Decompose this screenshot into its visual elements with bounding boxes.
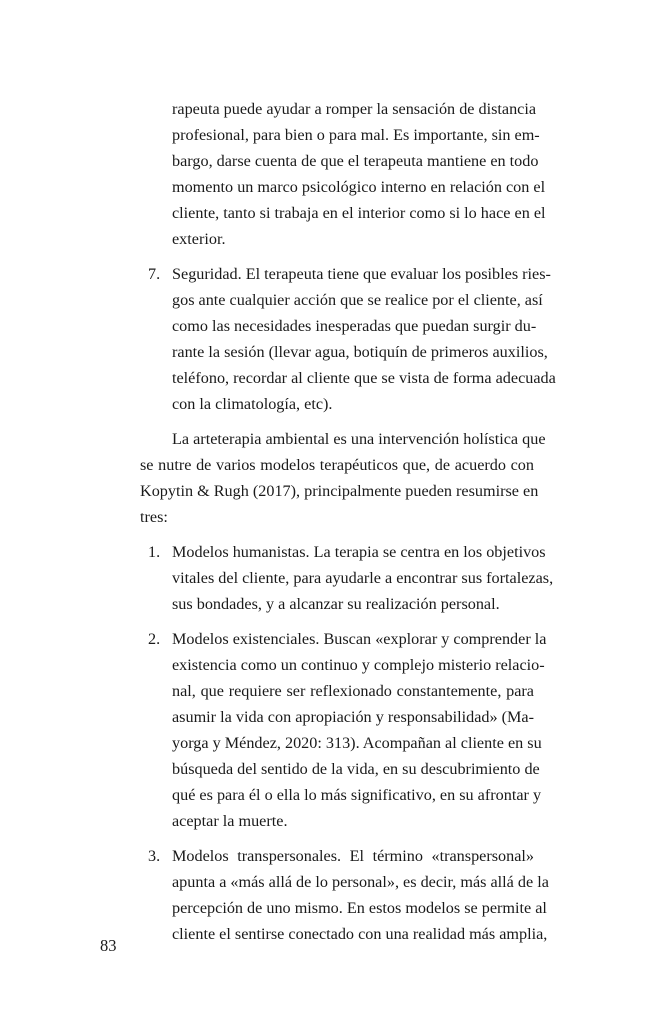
- text-line: teléfono, recordar al cliente que se vista de forma adecuada: [172, 369, 556, 387]
- text-line: Seguridad. El terapeuta tiene que evaluar los posibles ries-: [172, 265, 551, 283]
- text-line: exterior.: [172, 230, 226, 248]
- list-number: 7.: [148, 265, 161, 283]
- text-line: qué es para él o ella lo más significativo, en su afrontar y: [172, 786, 542, 804]
- text-line: yorga y Méndez, 2020: 313). Acompañan al cliente en su: [172, 734, 542, 752]
- text-line: nal, que requiere ser reflexionado constantemente, para: [172, 682, 534, 700]
- page-number: 83: [100, 936, 117, 955]
- text-line: búsqueda del sentido de la vida, en su descubrimiento de: [172, 760, 540, 778]
- text-line: existencia como un continuo y complejo misterio relacio-: [172, 656, 545, 674]
- list-number: 3.: [148, 847, 161, 865]
- text-line: sus bondades, y a alcanzar su realización personal.: [172, 595, 500, 613]
- text-line: vitales del cliente, para ayudarle a encontrar sus fortalezas,: [172, 569, 554, 587]
- text-line: gos ante cualquier acción que se realice por el cliente, así: [172, 291, 543, 309]
- text-line: rapeuta puede ayudar a romper la sensación de distancia: [172, 100, 537, 118]
- text-line: cliente el sentirse conectado con una realidad más amplia,: [172, 925, 548, 943]
- text-line: Kopytin & Rugh (2017), principalmente pueden resumirse en: [140, 482, 539, 500]
- list-number: 2.: [148, 630, 161, 648]
- list-number: 1.: [148, 543, 161, 561]
- text-line: se nutre de varios modelos terapéuticos que, de acuerdo con: [140, 456, 534, 474]
- text-line: bargo, darse cuenta de que el terapeuta mantiene en todo: [172, 152, 539, 170]
- text-line: La arteterapia ambiental es una intervención holística que: [172, 430, 546, 448]
- text-line: Modelos existenciales. Buscan «explorar y comprender la: [172, 630, 547, 648]
- text-line: cliente, tanto si trabaja en el interior como si lo hace en el: [172, 204, 546, 222]
- text-line: percepción de uno mismo. En estos modelos se permite al: [172, 899, 547, 917]
- text-line: aceptar la muerte.: [172, 812, 288, 830]
- text-line: como las necesidades inesperadas que puedan surgir du-: [172, 317, 537, 335]
- text-line: Modelos transpersonales. El término «transpersonal»: [172, 847, 534, 865]
- text-line: profesional, para bien o para mal. Es importante, sin em-: [172, 126, 540, 144]
- text-line: apunta a «más allá de lo personal», es decir, más allá de la: [172, 873, 549, 891]
- text-line: Modelos humanistas. La terapia se centra en los objetivos: [172, 543, 546, 561]
- text-line: tres:: [140, 508, 168, 526]
- text-line: momento un marco psicológico interno en relación con el: [172, 178, 546, 196]
- text-line: con la climatología, etc).: [172, 395, 333, 413]
- text-line: rante la sesión (llevar agua, botiquín de primeros auxilios,: [172, 343, 548, 361]
- text-line: asumir la vida con apropiación y responsabilidad» (Ma-: [172, 708, 534, 726]
